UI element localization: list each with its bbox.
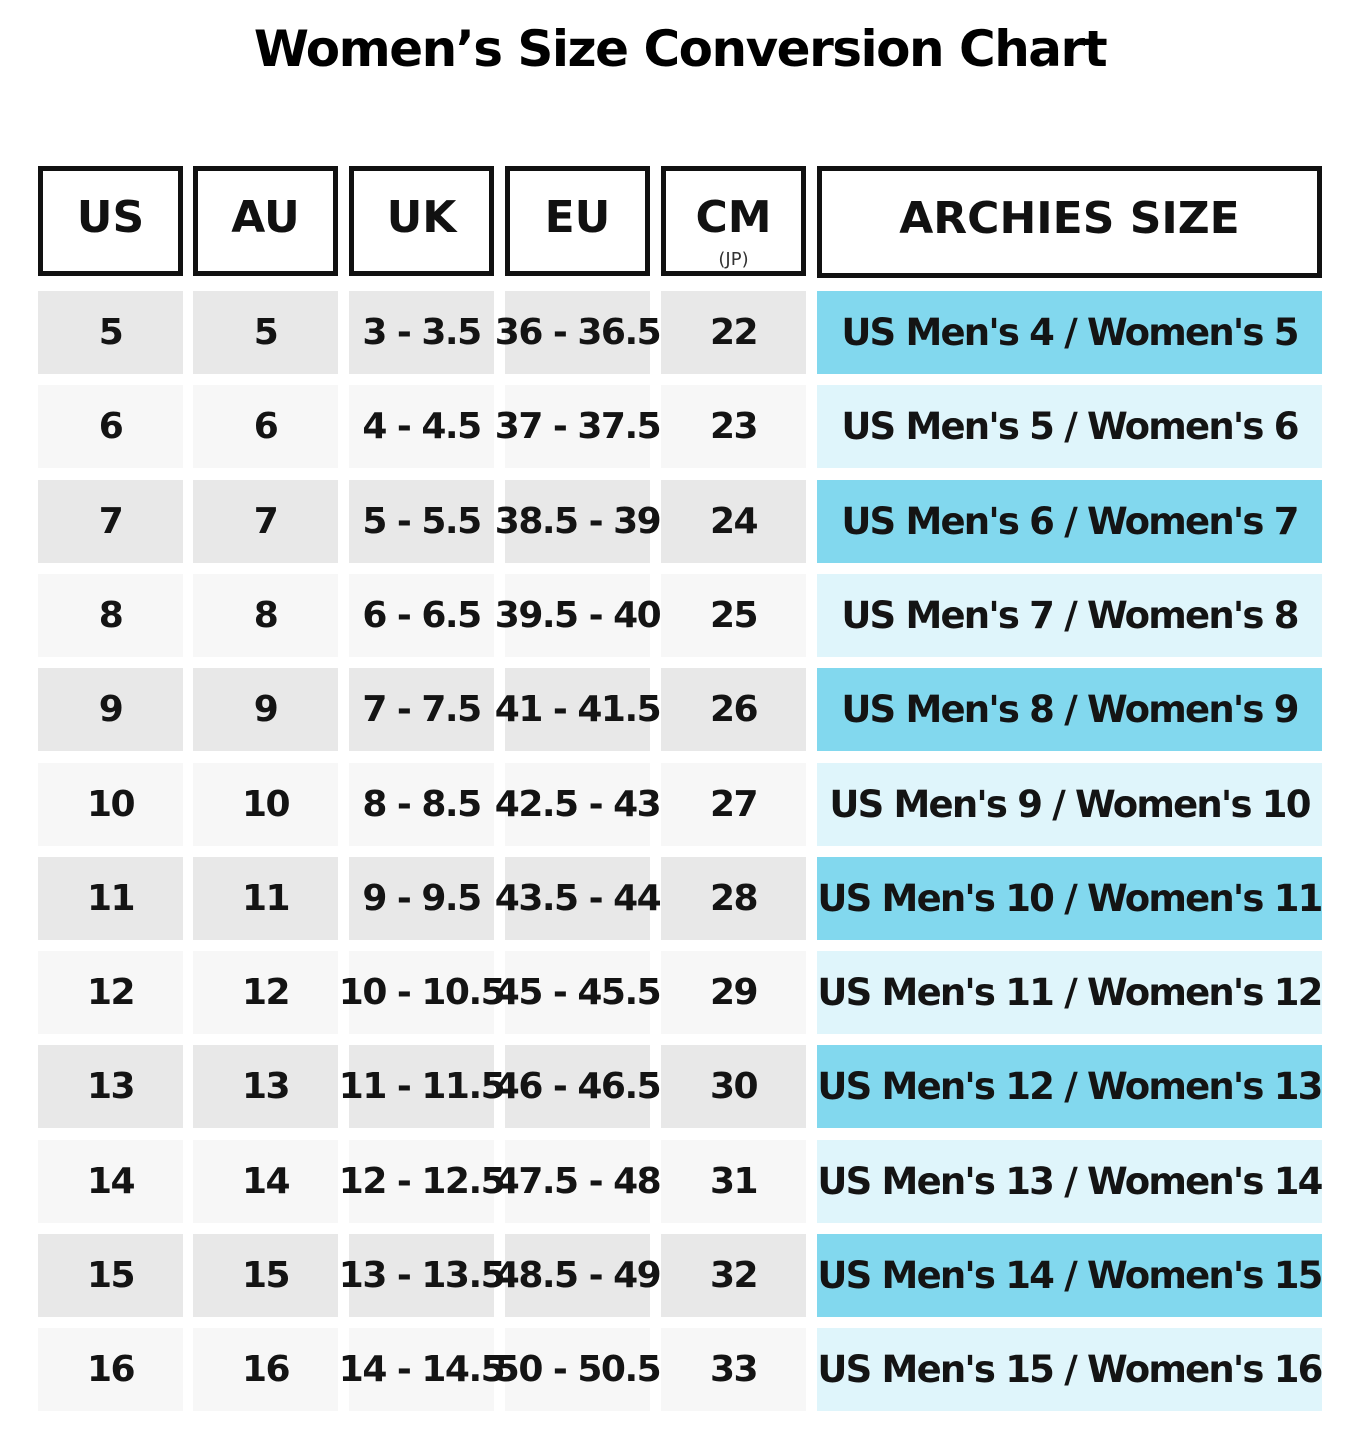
cell-eu: 41 - 41.5 xyxy=(505,668,650,751)
cell-uk: 6 - 6.5 xyxy=(349,574,494,657)
cell-us: 12 xyxy=(38,951,183,1034)
cell-us: 11 xyxy=(38,857,183,940)
cell-cm: 32 xyxy=(661,1234,806,1317)
header-eu-label: EU xyxy=(544,191,611,243)
cell-archies-size: US Men's 13 / Women's 14 xyxy=(817,1140,1322,1223)
cell-uk: 7 - 7.5 xyxy=(349,668,494,751)
cell-cm: 28 xyxy=(661,857,806,940)
cell-cm: 22 xyxy=(661,291,806,374)
cell-archies-size: US Men's 14 / Women's 15 xyxy=(817,1234,1322,1317)
cell-au: 12 xyxy=(193,951,338,1034)
cell-us: 14 xyxy=(38,1140,183,1223)
cell-us: 6 xyxy=(38,385,183,468)
cell-au: 6 xyxy=(193,385,338,468)
page-title: Women’s Size Conversion Chart xyxy=(253,20,1107,78)
header-au-label: AU xyxy=(231,191,300,243)
cell-uk: 13 - 13.5 xyxy=(349,1234,494,1317)
cell-uk: 14 - 14.5 xyxy=(349,1328,494,1411)
header-uk-label: UK xyxy=(386,191,457,243)
cell-cm: 29 xyxy=(661,951,806,1034)
cell-archies-size: US Men's 4 / Women's 5 xyxy=(817,291,1322,374)
cell-us: 15 xyxy=(38,1234,183,1317)
cell-archies-size: US Men's 5 / Women's 6 xyxy=(817,385,1322,468)
cell-uk: 4 - 4.5 xyxy=(349,385,494,468)
cell-eu: 50 - 50.5 xyxy=(505,1328,650,1411)
cell-eu: 38.5 - 39 xyxy=(505,480,650,563)
cell-us: 16 xyxy=(38,1328,183,1411)
cell-eu: 46 - 46.5 xyxy=(505,1045,650,1128)
cell-au: 13 xyxy=(193,1045,338,1128)
cell-cm: 25 xyxy=(661,574,806,657)
cell-au: 15 xyxy=(193,1234,338,1317)
cell-cm: 27 xyxy=(661,763,806,846)
header-us xyxy=(38,166,183,276)
cell-au: 8 xyxy=(193,574,338,657)
cell-uk: 8 - 8.5 xyxy=(349,763,494,846)
cell-au: 11 xyxy=(193,857,338,940)
cell-archies-size: US Men's 12 / Women's 13 xyxy=(817,1045,1322,1128)
cell-eu: 43.5 - 44 xyxy=(505,857,650,940)
cell-uk: 12 - 12.5 xyxy=(349,1140,494,1223)
cell-cm: 33 xyxy=(661,1328,806,1411)
cell-us: 9 xyxy=(38,668,183,751)
cell-archies-size: US Men's 10 / Women's 11 xyxy=(817,857,1322,940)
cell-archies-size: US Men's 6 / Women's 7 xyxy=(817,480,1322,563)
cell-us: 13 xyxy=(38,1045,183,1128)
header-us-label: US xyxy=(76,191,145,243)
cell-uk: 11 - 11.5 xyxy=(349,1045,494,1128)
cell-us: 5 xyxy=(38,291,183,374)
cell-cm: 26 xyxy=(661,668,806,751)
cell-archies-size: US Men's 15 / Women's 16 xyxy=(817,1328,1322,1411)
header-archies-size xyxy=(817,166,1322,278)
cell-eu: 47.5 - 48 xyxy=(505,1140,650,1223)
cell-au: 10 xyxy=(193,763,338,846)
cell-eu: 39.5 - 40 xyxy=(505,574,650,657)
cell-archies-size: US Men's 8 / Women's 9 xyxy=(817,668,1322,751)
cell-uk: 10 - 10.5 xyxy=(349,951,494,1034)
cell-cm: 31 xyxy=(661,1140,806,1223)
cell-au: 9 xyxy=(193,668,338,751)
cell-au: 5 xyxy=(193,291,338,374)
header-cm xyxy=(661,166,806,276)
cell-eu: 37 - 37.5 xyxy=(505,385,650,468)
cell-au: 14 xyxy=(193,1140,338,1223)
cell-us: 10 xyxy=(38,763,183,846)
header-eu xyxy=(505,166,650,276)
cell-eu: 45 - 45.5 xyxy=(505,951,650,1034)
cell-archies-size: US Men's 11 / Women's 12 xyxy=(817,951,1322,1034)
header-uk xyxy=(349,166,494,276)
cell-cm: 24 xyxy=(661,480,806,563)
cell-uk: 3 - 3.5 xyxy=(349,291,494,374)
header-au xyxy=(193,166,338,276)
cell-eu: 48.5 - 49 xyxy=(505,1234,650,1317)
cell-cm: 30 xyxy=(661,1045,806,1128)
cell-eu: 42.5 - 43 xyxy=(505,763,650,846)
cell-au: 7 xyxy=(193,480,338,563)
cell-archies-size: US Men's 9 / Women's 10 xyxy=(817,763,1322,846)
header-cm-sublabel: (JP) xyxy=(718,249,749,270)
cell-cm: 23 xyxy=(661,385,806,468)
cell-archies-size: US Men's 7 / Women's 8 xyxy=(817,574,1322,657)
cell-us: 8 xyxy=(38,574,183,657)
cell-eu: 36 - 36.5 xyxy=(505,291,650,374)
cell-au: 16 xyxy=(193,1328,338,1411)
cell-uk: 9 - 9.5 xyxy=(349,857,494,940)
header-archies-size-label: ARCHIES SIZE xyxy=(899,192,1240,244)
header-cm-label: CM xyxy=(695,191,772,243)
cell-uk: 5 - 5.5 xyxy=(349,480,494,563)
cell-us: 7 xyxy=(38,480,183,563)
